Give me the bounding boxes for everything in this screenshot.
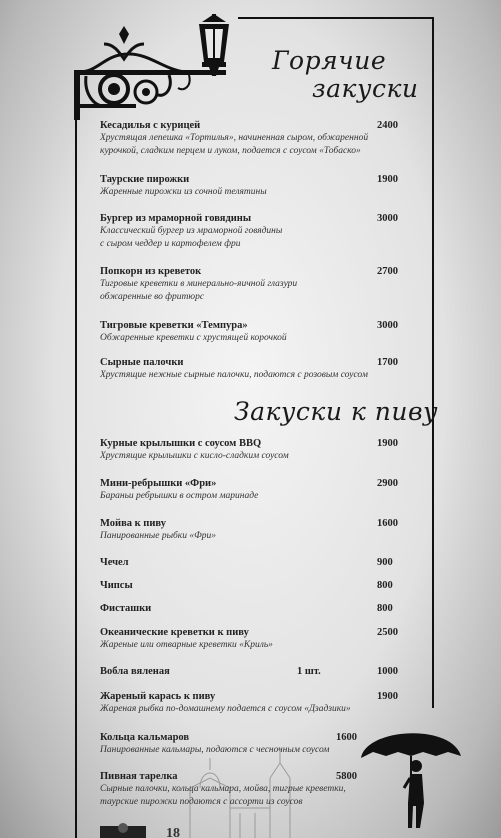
menu-item — [100, 665, 400, 678]
item-description: с сыром чеддер и картофелем фри — [100, 239, 241, 249]
item-name: Кесадилья с курицей — [100, 120, 201, 131]
item-name: Сырные палочки — [100, 357, 184, 368]
section-title-beer: Закуски к пиву — [234, 397, 439, 426]
item-price: 1900 — [377, 691, 398, 702]
section-title-hot-line2: закуски — [312, 74, 419, 103]
menu-item — [100, 602, 400, 615]
item-name: Мойва к пиву — [100, 518, 166, 529]
item-description: Панированные рыбки «Фри» — [100, 531, 217, 541]
item-description: таурские пирожки подаются с ассорти из соусов — [100, 797, 303, 807]
item-price: 1600 — [377, 518, 398, 529]
item-description: Классический бургер из мраморной говядины — [100, 226, 283, 236]
item-name: Чипсы — [100, 580, 133, 591]
item-price: 800 — [377, 603, 393, 614]
item-name: Океанические креветки к пиву — [100, 627, 249, 638]
section-title-hot-line1: Горячие — [272, 46, 387, 75]
menu-item — [100, 265, 400, 304]
item-description: Панированные кальмары, подаются с чесночным соусом — [100, 745, 330, 755]
item-name: Вобла вяленая — [100, 666, 170, 677]
menu-item — [100, 517, 400, 543]
item-description: Обжаренные креветки с хрустящей корочкой — [100, 333, 287, 343]
item-description: Жареные или отварные креветки «Криль» — [100, 640, 273, 650]
menu-item — [100, 477, 400, 503]
item-description: Хрустящие крылышки с кисло-сладким соусом — [100, 451, 289, 461]
umbrella-figure-silhouette — [356, 718, 466, 833]
item-price: 2400 — [377, 120, 398, 131]
item-description: Жареная рыбка по-домашнему подается с соусом «Дзадзики» — [100, 704, 351, 714]
item-description: Жаренные пирожки из сочной телятины — [100, 187, 267, 197]
menu-item — [100, 437, 400, 463]
item-quantity: 1 шт. — [297, 666, 321, 677]
item-name: Таурские пирожки — [100, 174, 190, 185]
menu-item — [100, 119, 400, 158]
item-description: курочкой, сладким перцем и луком, подается с соусом «Тобаско» — [100, 146, 361, 156]
item-price: 3000 — [377, 320, 398, 331]
item-name: Бургер из мраморной говядины — [100, 213, 252, 224]
item-price: 1600 — [336, 732, 357, 743]
item-price: 5800 — [336, 771, 357, 782]
lantern-bracket-ornament — [74, 14, 244, 126]
item-name: Чечел — [100, 557, 129, 568]
menu-item — [100, 212, 400, 251]
item-price: 2500 — [377, 627, 398, 638]
item-description: Бараньи ребрышки в остром маринаде — [100, 491, 259, 501]
item-description: Хрустящая лепешка «Тортилья», начиненная сыром, обжаренной — [100, 133, 369, 143]
menu-item — [100, 626, 400, 652]
item-description: обжаренные во фритюрс — [100, 292, 205, 302]
menu-item — [100, 556, 400, 569]
item-description: Сырные палочки, кольца кальмара, мойва, тигрые креветки, — [100, 784, 346, 794]
item-name: Мини-ребрышки «Фри» — [100, 478, 217, 489]
menu-item — [100, 356, 400, 382]
menu-item — [100, 579, 400, 592]
item-name: Попкорн из креветок — [100, 266, 202, 277]
frame-left-line — [75, 118, 77, 838]
frame-right-line — [432, 18, 434, 708]
item-name: Курные крылышки с соусом BBQ — [100, 438, 262, 449]
frame-top-line — [238, 17, 434, 19]
menu-item — [100, 173, 400, 199]
item-price: 900 — [377, 557, 393, 568]
item-description: Хрустящие нежные сырные палочки, подаются с розовым соусом — [100, 370, 368, 380]
svg-text:18: 18 — [166, 826, 180, 838]
item-price: 800 — [377, 580, 393, 591]
item-description: Тигровые креветки в минерально-яичной глазури — [100, 279, 298, 289]
item-price: 1900 — [377, 174, 398, 185]
menu-item — [100, 319, 400, 345]
item-price: 1700 — [377, 357, 398, 368]
item-name: Тигровые креветки «Темпура» — [100, 320, 248, 331]
menu-item — [100, 690, 400, 716]
item-name: Пивная тарелка — [100, 771, 178, 782]
bottom-ornament — [100, 822, 210, 838]
item-price: 2700 — [377, 266, 398, 277]
item-price: 3000 — [377, 213, 398, 224]
item-price: 2900 — [377, 478, 398, 489]
item-name: Фисташки — [100, 603, 152, 614]
item-name: Жареный карась к пиву — [100, 691, 216, 702]
item-name: Кольца кальмаров — [100, 732, 190, 743]
item-price: 1900 — [377, 438, 398, 449]
item-price: 1000 — [377, 666, 398, 677]
